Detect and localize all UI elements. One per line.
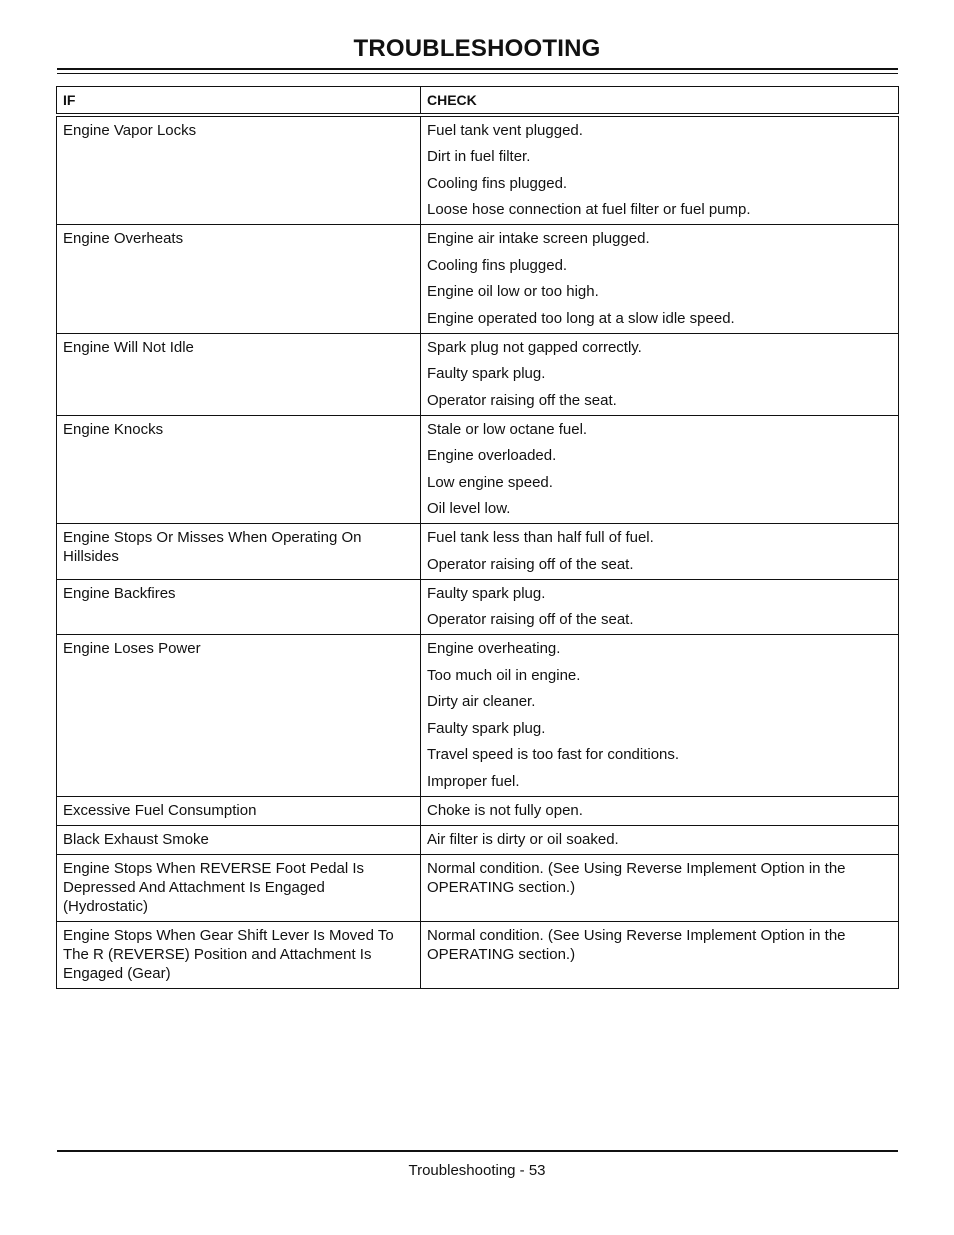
if-cell: Engine Will Not Idle [57, 333, 421, 415]
check-item: Operator raising off the seat. [427, 391, 617, 409]
column-header-check: CHECK [421, 87, 899, 115]
if-cell: Engine Backfires [57, 579, 421, 635]
footer-rule [57, 1150, 898, 1152]
check-item: Spark plug not gapped correctly. [427, 338, 642, 356]
check-item: Engine overheating. [427, 640, 561, 657]
if-cell: Engine Stops When REVERSE Foot Pedal Is Depressed And Attachment Is Engaged (Hydrostatic) [57, 854, 421, 921]
check-cell [421, 825, 899, 854]
check-item: Improper fuel. [427, 772, 520, 790]
check-cell [421, 333, 899, 415]
page-footer: Troubleshooting - 53 [408, 1162, 546, 1179]
check-cell [421, 524, 899, 580]
check-item: Normal condition. (See Using Reverse Implement Option in the OPERATING section.) [427, 859, 846, 896]
table-row [57, 579, 899, 635]
if-cell: Engine Vapor Locks [57, 115, 421, 225]
check-item: Fuel tank vent plugged. [427, 121, 583, 139]
check-item: Cooling fins plugged. [427, 256, 568, 274]
check-item: Cooling fins plugged. [427, 174, 568, 192]
check-item: Dirty air cleaner. [427, 693, 536, 710]
check-item: Engine air intake screen plugged. [427, 230, 650, 247]
check-item: Operator raising off of the seat. [427, 555, 634, 573]
column-header-if: IF [57, 87, 421, 115]
title-rule-bottom [57, 73, 898, 74]
title-rule-top [57, 68, 898, 70]
check-item: Low engine speed. [427, 473, 553, 491]
check-item: Oil level low. [427, 500, 511, 517]
if-cell: Engine Knocks [57, 415, 421, 524]
check-item: Stale or low octane fuel. [427, 420, 588, 438]
troubleshooting-table [56, 86, 899, 989]
check-cell [421, 415, 899, 524]
check-item: Faulty spark plug. [427, 584, 546, 602]
table-row [57, 635, 899, 797]
check-cell [421, 225, 899, 334]
check-item: Normal condition. (See Using Reverse Implement Option in the OPERATING section.) [427, 926, 846, 963]
check-item: Faulty spark plug. [427, 365, 546, 382]
table-row [57, 415, 899, 524]
check-cell [421, 854, 899, 921]
if-cell: Engine Loses Power [57, 635, 421, 797]
check-item: Operator raising off of the seat. [427, 611, 634, 628]
check-item: Dirt in fuel filter. [427, 148, 531, 165]
check-item: Choke is not fully open. [427, 801, 583, 819]
table-header-row [57, 87, 899, 115]
check-item: Faulty spark plug. [427, 719, 546, 737]
table-body [57, 115, 899, 989]
check-item: Travel speed is too fast for conditions. [427, 746, 680, 763]
table-row [57, 796, 899, 825]
check-cell [421, 921, 899, 988]
table-row [57, 825, 899, 854]
table-row [57, 333, 899, 415]
table-row [57, 854, 899, 921]
check-item: Fuel tank less than half full of fuel. [427, 529, 654, 546]
check-cell [421, 115, 899, 225]
check-item: Engine oil low or too high. [427, 283, 599, 300]
table-row [57, 225, 899, 334]
check-item: Too much oil in engine. [427, 666, 581, 684]
check-item: Engine overloaded. [427, 447, 557, 464]
check-cell [421, 796, 899, 825]
if-cell: Engine Overheats [57, 225, 421, 334]
table-row [57, 115, 899, 225]
check-item: Air filter is dirty or oil soaked. [427, 830, 619, 848]
table-row [57, 921, 899, 988]
check-item: Loose hose connection at fuel filter or fuel pump. [427, 201, 751, 218]
check-cell [421, 579, 899, 635]
if-cell: Engine Stops Or Misses When Operating On Hillsides [57, 524, 421, 580]
check-item: Engine operated too long at a slow idle speed. [427, 309, 735, 327]
if-cell: Black Exhaust Smoke [57, 825, 421, 854]
if-cell: Excessive Fuel Consumption [57, 796, 421, 825]
check-cell [421, 635, 899, 797]
table-row [57, 524, 899, 580]
page-title: TROUBLESHOOTING [353, 35, 601, 62]
if-cell: Engine Stops When Gear Shift Lever Is Moved To The R (REVERSE) Position and Attachment Is Engaged (Gear) [57, 921, 421, 988]
